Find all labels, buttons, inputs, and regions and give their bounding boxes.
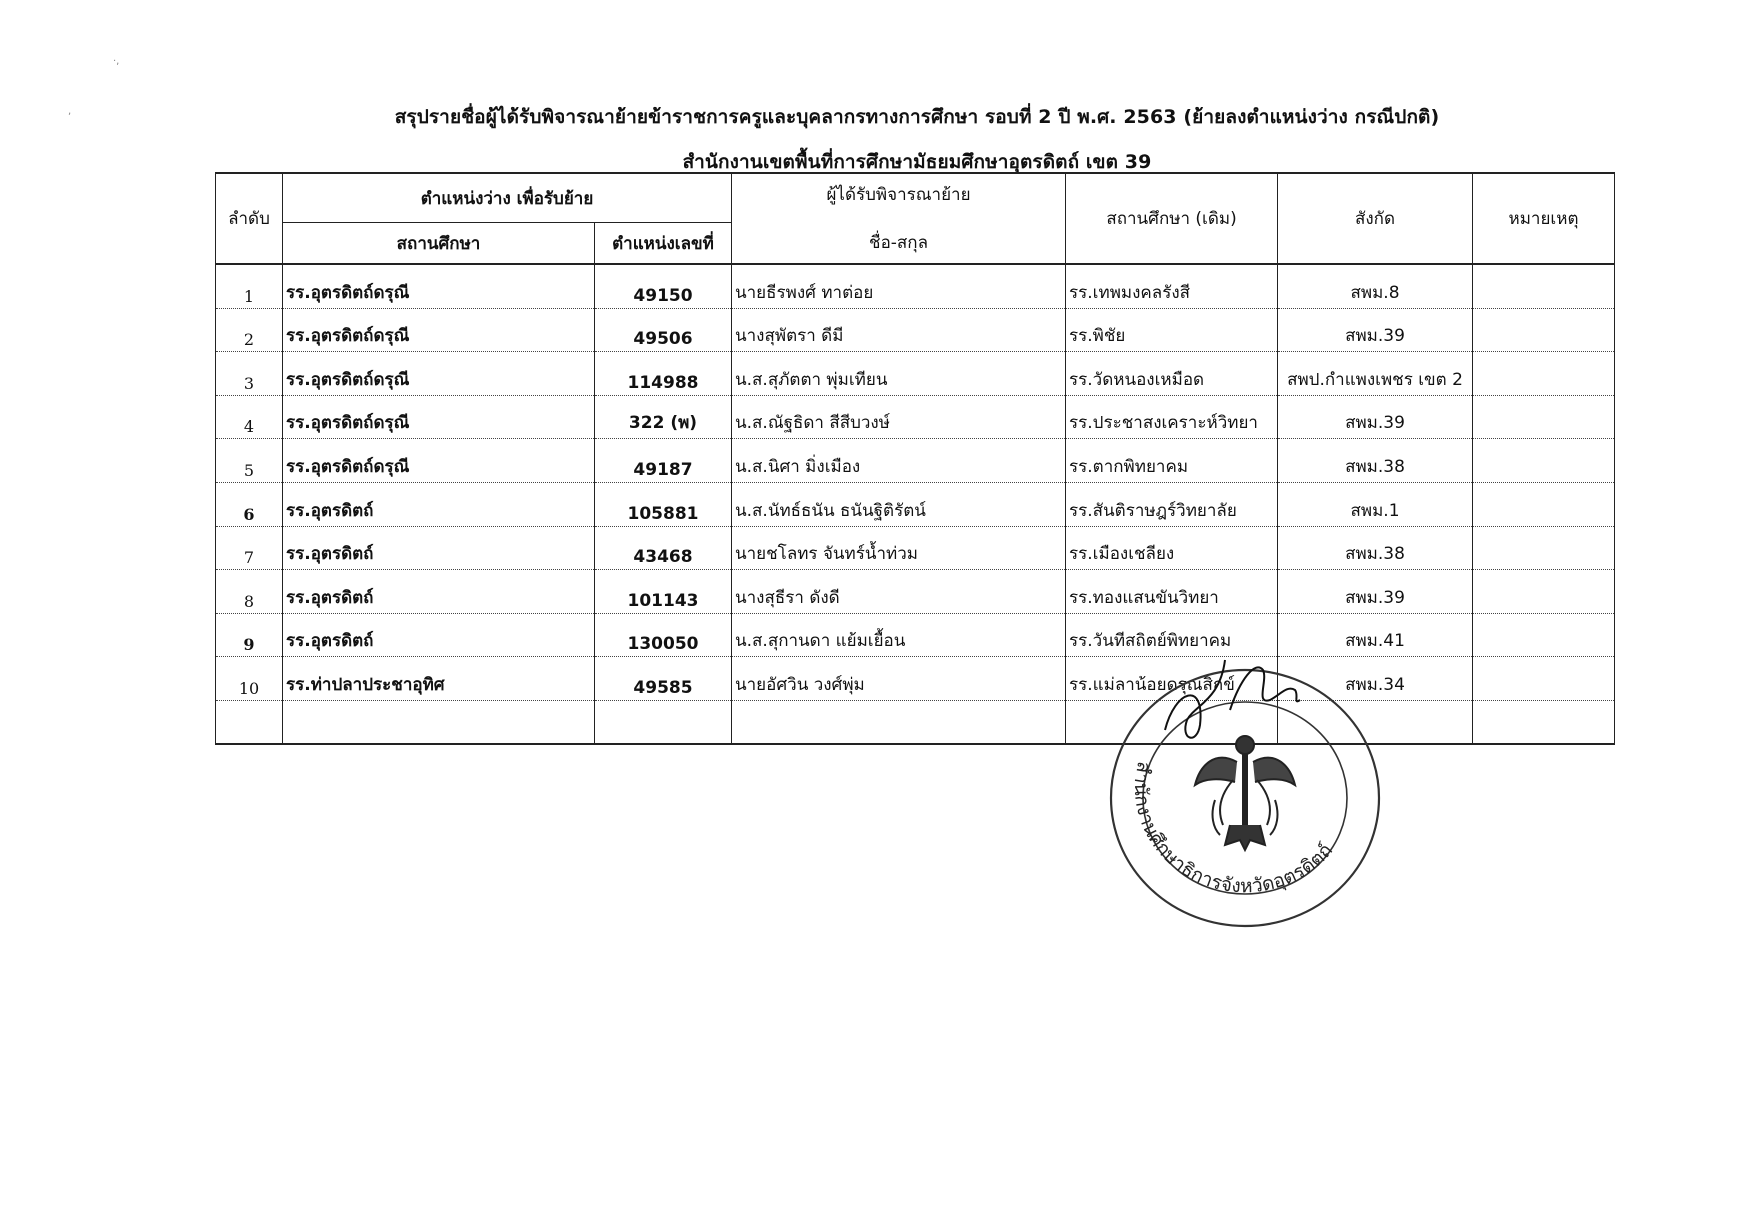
remark-cell <box>1473 264 1615 308</box>
position-number-cell <box>595 700 732 744</box>
garuda-emblem <box>1195 736 1295 850</box>
candidate-name-cell: นายอัศวิน วงศ์พุ่ม <box>732 657 1066 701</box>
seal-text: สำนักงานศึกษาธิการจังหวัดอุตรดิตถ์ <box>1129 759 1338 898</box>
remark-cell <box>1473 700 1615 744</box>
affiliation-cell: สพป.กำแพงเพชร เขต 2 <box>1278 352 1473 396</box>
table-row <box>216 308 1615 352</box>
header-remark: หมายเหตุ <box>1473 173 1615 264</box>
row-number: 9 <box>216 613 283 657</box>
affiliation-cell: สพม.39 <box>1278 570 1473 614</box>
header-no: ลำดับ <box>216 173 283 264</box>
header-vacancy-group: ตำแหน่งว่าง เพื่อรับย้าย <box>283 173 732 223</box>
candidate-name-cell: นายธีรพงศ์ ทาต่อย <box>732 264 1066 308</box>
header-affiliation: สังกัด <box>1278 173 1473 264</box>
row-number: 6 <box>216 482 283 526</box>
header-original-school: สถานศึกษา (เดิม) <box>1066 173 1278 264</box>
vacancy-school-cell: รร.อุตรดิตถ์ดรุณี <box>283 352 595 396</box>
remark-cell <box>1473 395 1615 439</box>
signature <box>1165 660 1300 738</box>
row-number: 4 <box>216 395 283 439</box>
position-number-cell: 49187 <box>595 439 732 483</box>
document-subtitle: สำนักงานเขตพื้นที่การศึกษามัธยมศึกษาอุตรดิตถ์ เขต 39 <box>682 151 1152 173</box>
vacancy-school-cell: รร.อุตรดิตถ์ดรุณี <box>283 439 595 483</box>
affiliation-cell: สพม.39 <box>1278 308 1473 352</box>
affiliation-cell: สพม.38 <box>1278 526 1473 570</box>
row-number: 1 <box>216 264 283 308</box>
remark-cell <box>1473 308 1615 352</box>
table-row <box>216 439 1615 483</box>
scan-speck: , <box>68 106 72 117</box>
header-vacancy-school: สถานศึกษา <box>283 223 595 265</box>
table-row <box>216 570 1615 614</box>
position-number-cell: 43468 <box>595 526 732 570</box>
candidate-name-cell <box>732 700 1066 744</box>
position-number-cell: 49506 <box>595 308 732 352</box>
original-school-cell: รร.วัดหนองเหมือด <box>1066 352 1278 396</box>
header-vacancy-position: ตำแหน่งเลขที่ <box>595 223 732 265</box>
row-number: 2 <box>216 308 283 352</box>
remark-cell <box>1473 482 1615 526</box>
vacancy-school-cell: รร.อุตรดิตถ์ <box>283 570 595 614</box>
candidate-name-cell: น.ส.นิศา มิ่งเมือง <box>732 439 1066 483</box>
position-number-cell: 130050 <box>595 613 732 657</box>
original-school-cell: รร.พิชัย <box>1066 308 1278 352</box>
original-school-cell: รร.แม่ลาน้อยดรุณสิกข์ <box>1066 657 1278 701</box>
table-row <box>216 657 1615 701</box>
row-number: 7 <box>216 526 283 570</box>
remark-cell <box>1473 570 1615 614</box>
transfer-table <box>215 172 1615 745</box>
candidate-name-cell: น.ส.สุกานดา แย้มเยื้อน <box>732 613 1066 657</box>
position-number-cell: 49150 <box>595 264 732 308</box>
row-number: 3 <box>216 352 283 396</box>
vacancy-school-cell: รร.อุตรดิตถ์ดรุณี <box>283 264 595 308</box>
official-seal <box>1105 650 1385 950</box>
candidate-name-cell: น.ส.นัทธ์ธนัน ธนันฐิติรัตน์ <box>732 482 1066 526</box>
vacancy-school-cell: รร.อุตรดิตถ์ <box>283 613 595 657</box>
table-row <box>216 264 1615 308</box>
original-school-cell: รร.สันติราษฎร์วิทยาลัย <box>1066 482 1278 526</box>
original-school-cell: รร.ตากพิทยาคม <box>1066 439 1278 483</box>
document-title: สรุปรายชื่อผู้ได้รับพิจารณาย้ายข้าราชการครูและบุคลากรทางการศึกษา รอบที่ 2 ปี พ.ศ. 2563 (ย้ายลงตำแหน่งว่าง กรณีปกติ) <box>394 106 1440 128</box>
remark-cell <box>1473 352 1615 396</box>
position-number-cell: 114988 <box>595 352 732 396</box>
row-number: 10 <box>216 657 283 701</box>
candidate-name-cell: นางสุพัตรา ดีมี <box>732 308 1066 352</box>
row-number: 5 <box>216 439 283 483</box>
position-number-cell: 49585 <box>595 657 732 701</box>
table-row <box>216 700 1615 744</box>
affiliation-cell: สพม.39 <box>1278 395 1473 439</box>
row-number <box>216 700 283 744</box>
header-candidate-line2: ชื่อ-สกุล <box>732 223 1066 265</box>
remark-cell <box>1473 657 1615 701</box>
row-number: 8 <box>216 570 283 614</box>
vacancy-school-cell: รร.อุตรดิตถ์ <box>283 482 595 526</box>
candidate-name-cell: นายชโลทร จันทร์น้ำท่วม <box>732 526 1066 570</box>
scan-speck: ·, <box>113 56 120 67</box>
candidate-name-cell: นางสุธีรา ดังดี <box>732 570 1066 614</box>
vacancy-school-cell: รร.อุตรดิตถ์ <box>283 526 595 570</box>
position-number-cell: 105881 <box>595 482 732 526</box>
table-row <box>216 613 1615 657</box>
table-row <box>216 526 1615 570</box>
candidate-name-cell: น.ส.สุภัตตา พุ่มเทียน <box>732 352 1066 396</box>
original-school-cell: รร.วันทีสถิตย์พิทยาคม <box>1066 613 1278 657</box>
vacancy-school-cell: รร.อุตรดิตถ์ดรุณี <box>283 308 595 352</box>
vacancy-school-cell: รร.ท่าปลาประชาอุทิศ <box>283 657 595 701</box>
position-number-cell: 101143 <box>595 570 732 614</box>
affiliation-cell: สพม.41 <box>1278 613 1473 657</box>
position-number-cell: 322 (พ) <box>595 395 732 439</box>
remark-cell <box>1473 439 1615 483</box>
candidate-name-cell: น.ส.ณัฐธิดา สีสีบวงษ์ <box>732 395 1066 439</box>
affiliation-cell: สพม.38 <box>1278 439 1473 483</box>
original-school-cell: รร.เมืองเชลียง <box>1066 526 1278 570</box>
original-school-cell: รร.ทองแสนขันวิทยา <box>1066 570 1278 614</box>
header-candidate-line1: ผู้ได้รับพิจารณาย้าย <box>732 173 1066 223</box>
affiliation-cell: สพม.1 <box>1278 482 1473 526</box>
vacancy-school-cell: รร.อุตรดิตถ์ดรุณี <box>283 395 595 439</box>
vacancy-school-cell <box>283 700 595 744</box>
remark-cell <box>1473 613 1615 657</box>
table-row <box>216 395 1615 439</box>
remark-cell <box>1473 526 1615 570</box>
table-row <box>216 352 1615 396</box>
affiliation-cell: สพม.8 <box>1278 264 1473 308</box>
original-school-cell: รร.ประชาสงเคราะห์วิทยา <box>1066 395 1278 439</box>
table-row <box>216 482 1615 526</box>
affiliation-cell: สพม.34 <box>1278 657 1473 701</box>
original-school-cell: รร.เทพมงคลรังสี <box>1066 264 1278 308</box>
